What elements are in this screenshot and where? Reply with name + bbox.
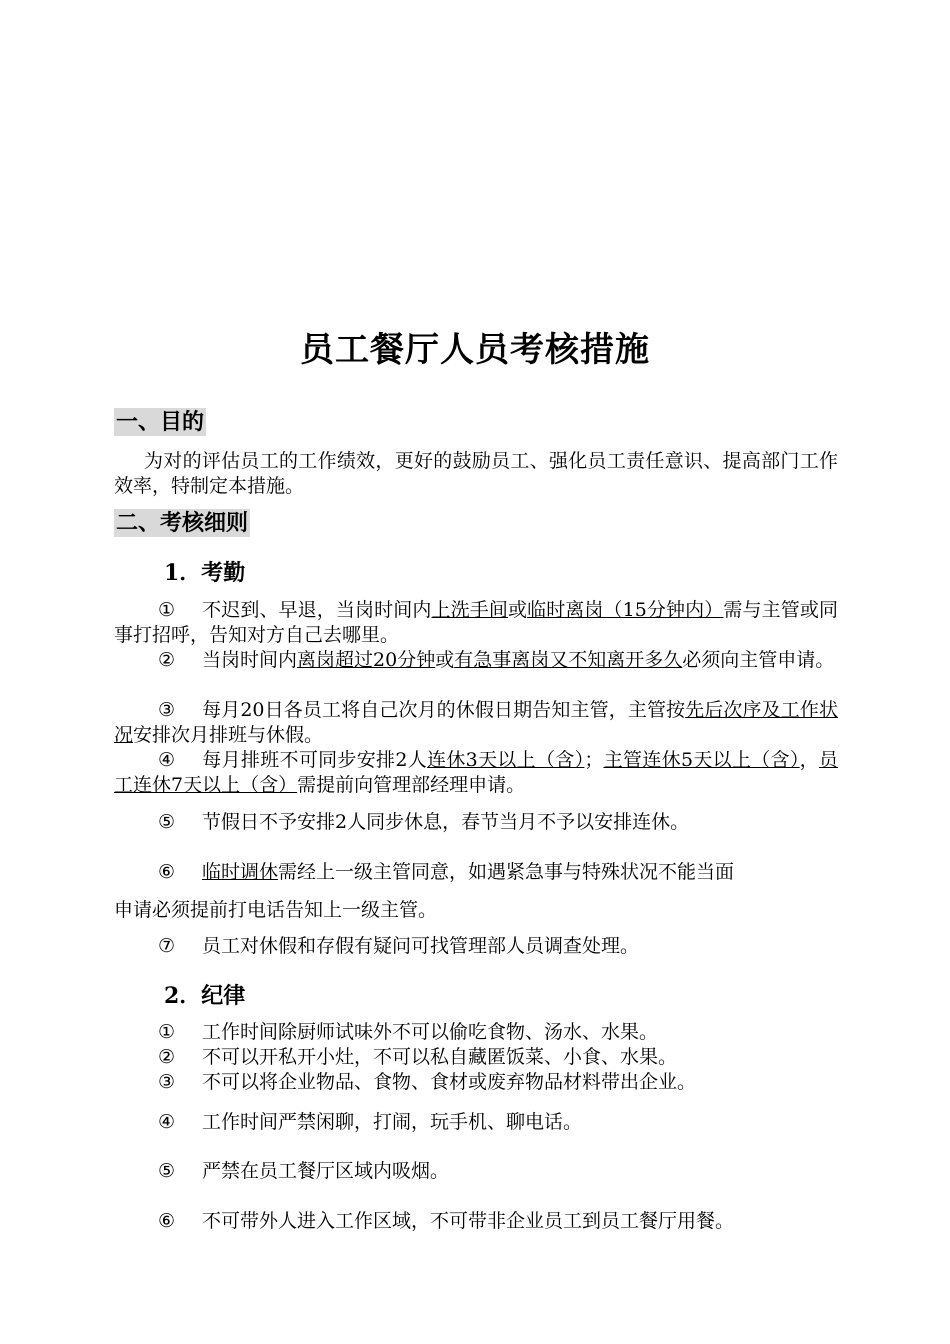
attendance-item-2: ② 当岗时间内离岗超过20分钟或有急事离岗又不知离开多久必须向主管申请。 xyxy=(158,649,835,671)
section-heading-rules: 二、考核细则 xyxy=(116,510,249,536)
discipline-item-5: ⑤ 严禁在员工餐厅区域内吸烟。 xyxy=(158,1160,450,1182)
attendance-item-1: ① 不迟到、早退，当岗时间内上洗手间或临时离岗（15分钟内）需与主管或同事打招呼，告知对方自己去哪里。 xyxy=(114,599,838,646)
discipline-item-4: ④ 工作时间严禁闲聊，打闹，玩手机、聊电话。 xyxy=(158,1111,583,1133)
discipline-item-1: ① 工作时间除厨师试味外不可以偷吃食物、汤水、水果。 xyxy=(158,1021,659,1043)
item-number: ③ xyxy=(158,699,176,721)
item-number: ① xyxy=(158,599,176,621)
item-number: ③ xyxy=(158,1071,176,1093)
item-number: ② xyxy=(158,649,176,671)
item-number: ⑦ xyxy=(158,935,176,957)
attendance-item-6-cont: 申请必须提前打电话告知上一级主管。 xyxy=(114,899,438,921)
attendance-item-7: ⑦ 员工对休假和存假有疑问可找管理部人员调查处理。 xyxy=(158,935,640,957)
item-number: ⑤ xyxy=(158,811,176,833)
discipline-item-6: ⑥ 不可带外人进入工作区域，不可带非企业员工到员工餐厅用餐。 xyxy=(158,1210,735,1232)
item-number: ④ xyxy=(158,1111,176,1133)
attendance-item-6: ⑥ 临时调休需经上一级主管同意，如遇紧急事与特殊状况不能当面 xyxy=(158,861,735,883)
item-number: ⑥ xyxy=(158,861,176,883)
attendance-item-3: ③ 每月20日各员工将自己次月的休假日期告知主管，主管按先后次序及工作状况安排次月排班与休假。 xyxy=(114,699,838,746)
discipline-item-3: ③ 不可以将企业物品、食物、食材或废弃物品材料带出企业。 xyxy=(158,1071,697,1093)
subheading-attendance: 1．考勤 xyxy=(164,560,246,586)
page-title: 员工餐厅人员考核措施 xyxy=(300,330,650,370)
item-number: ⑤ xyxy=(158,1160,176,1182)
purpose-paragraph: 为对的评估员工的工作绩效，更好的鼓励员工、强化员工责任意识、提高部门工作效率，特制定本措施。 xyxy=(114,450,838,497)
item-number: ① xyxy=(158,1021,176,1043)
subheading-discipline: 2．纪律 xyxy=(164,983,246,1009)
attendance-item-5: ⑤ 节假日不予安排2人同步休息，春节当月不予以安排连休。 xyxy=(158,811,690,833)
item-number: ② xyxy=(158,1046,176,1068)
section-heading-purpose: 一、目的 xyxy=(116,409,205,435)
item-number: ⑥ xyxy=(158,1210,176,1232)
attendance-item-4: ④ 每月排班不可同步安排2人连休3天以上（含）；主管连休5天以上（含），员工连休7天以上（含）需提前向管理部经理申请。 xyxy=(114,749,838,796)
item-number: ④ xyxy=(158,749,176,771)
discipline-item-2: ② 不可以开私开小灶，不可以私自藏匿饭菜、小食、水果。 xyxy=(158,1046,678,1068)
